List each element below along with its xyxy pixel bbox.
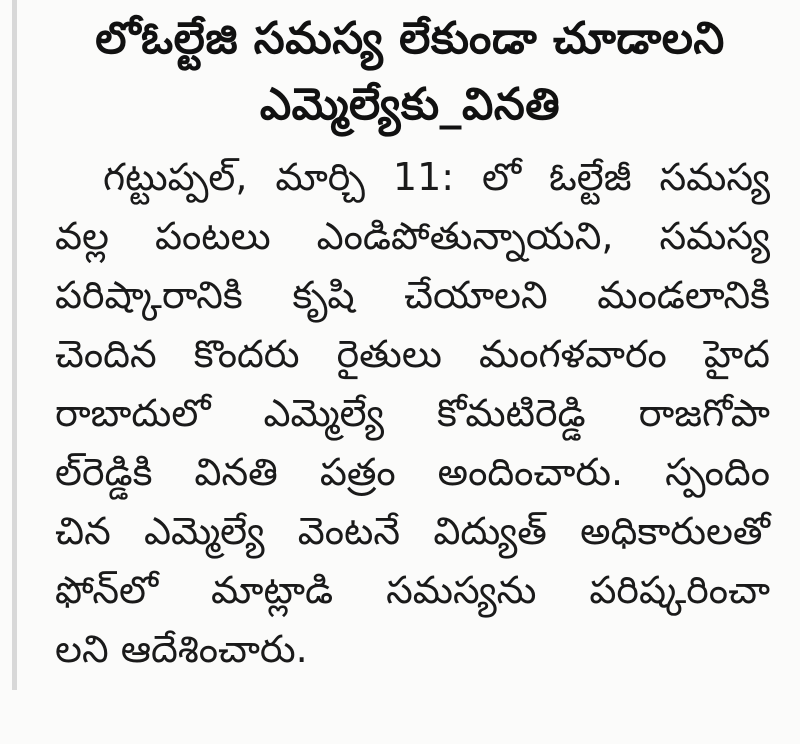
body-line: లని ఆదేశించారు. <box>55 627 308 671</box>
body-line: ఫోన్‌లో మాట్లాడి సమస్యను పరిష్కరించా <box>55 568 770 612</box>
column-divider <box>12 0 17 690</box>
body-line: చెందిన కొందరు రైతులు మంగళవారం హైద <box>55 332 770 376</box>
article-body <box>55 148 770 679</box>
article-headline <box>40 6 780 138</box>
body-line: రాబాదులో ఎమ్మెల్యే కోమటిరెడ్డి రాజగోపా <box>55 391 770 435</box>
body-line: చిన ఎమ్మెల్యే వెంటనే విద్యుత్ అధికారులతో <box>55 509 770 553</box>
body-line: వల్ల పంటలు ఎండిపోతున్నాయని, సమస్య <box>55 214 770 258</box>
body-line: ల్‌రెడ్డికి వినతి పత్రం అందించారు. స్పందిం <box>55 450 770 494</box>
body-line: పరిష్కారానికి కృషి చేయాలని మండలానికి <box>55 273 770 317</box>
headline-line-1: లోఓల్టేజి సమస్య లేకుండా చూడాలని <box>95 13 725 64</box>
headline-line-2: ఎమ్మెల్యేకు_వినతి <box>259 79 561 130</box>
body-line: గట్టుప్పల్, మార్చి 11: లో ఓల్టేజీ సమస్య <box>103 155 770 199</box>
